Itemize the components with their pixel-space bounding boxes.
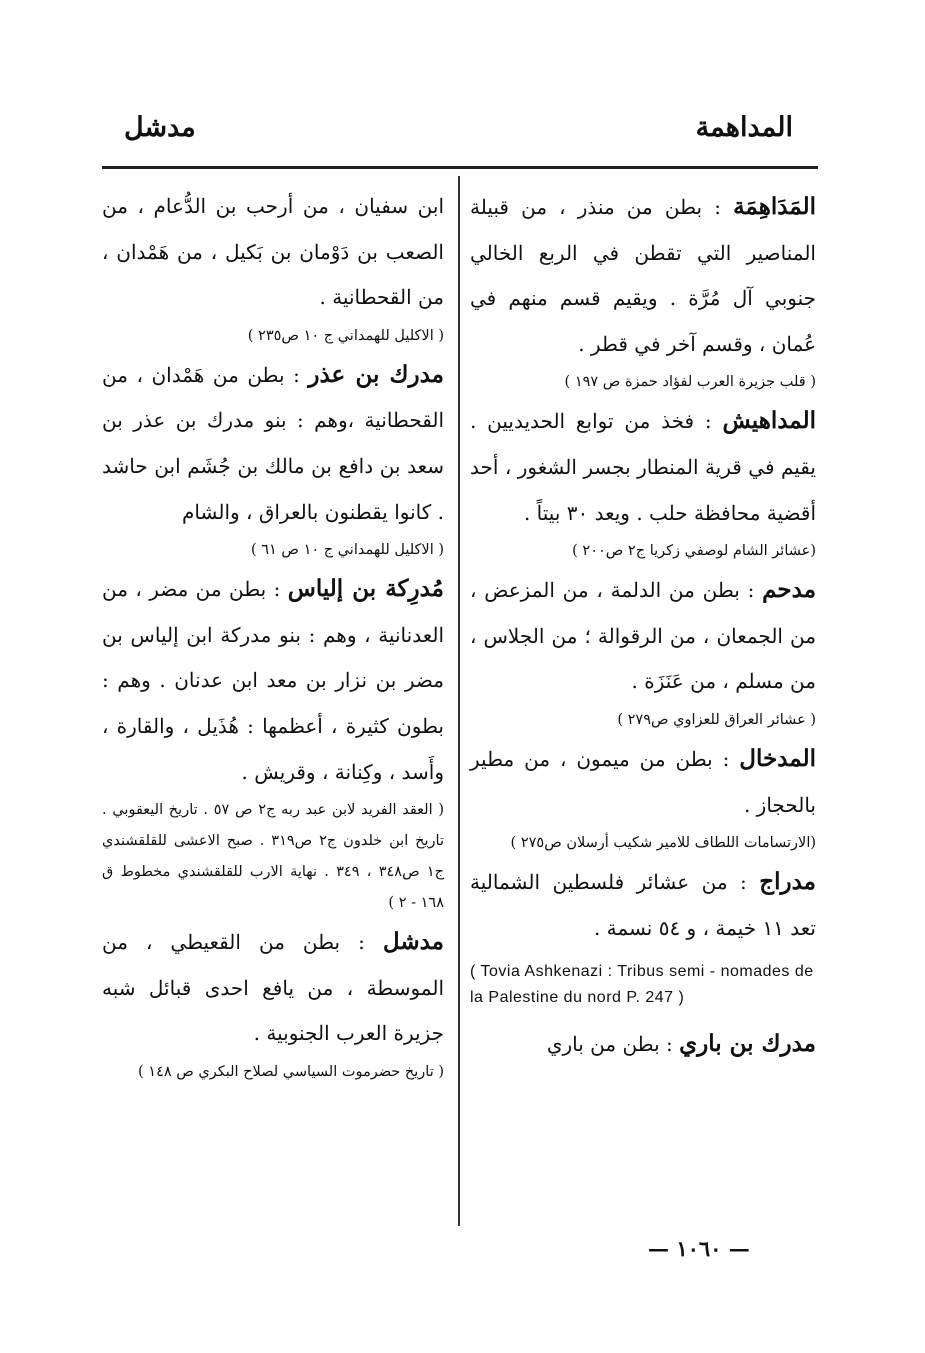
entry: [470, 859, 816, 951]
entry-term: مدراج: [759, 868, 816, 896]
entry-text: ابن سفيان ، من أرحب بن الدُّعام ، من الصعب بن دَوْمان بن بَكيل ، من هَمْدان ، من القحطانية .: [102, 194, 444, 310]
header-rule: [102, 166, 818, 169]
entry-text: : بطن من القعيطي ، من الموسطة ، من يافع احدى قبائل شبه جزيرة العرب الجنوبية .: [102, 930, 444, 1046]
entry-term: مدشل: [382, 928, 444, 956]
column-divider: [458, 176, 460, 1226]
entry-source: ( الاكليل للهمداني ج ١٠ ص ٦١ ): [250, 542, 444, 559]
entry-text: : من عشائر فلسطين الشمالية تعد ١١ خيمة ، و ٥٤ نسمة .: [470, 870, 816, 940]
entry-text: : فخذ من توابع الحديديين . يقيم في قرية المنطار بجسر الشغور ، أحد أقضية محافظة حلب . ويعد ٣٠ بيتاً .: [470, 409, 816, 525]
entry-term: المَدَاهِمَة: [733, 193, 816, 220]
entry: [470, 567, 816, 705]
entry-text: : بطن من ميمون ، من مطير بالحجاز .: [470, 746, 816, 817]
entry-source: ( العقد الفريد لابن عبد ربه ج٢ ص ٥٧ . تاريخ اليعقوبي . تاريخ ابن خلدون ج٢ ص٣١٩ . صبح الاعشى للقلقشندي ج١ ص٣٤٨ ، ٣٤٩ . نهاية الارب للقلقشندي مخطوط ق ١٦٨ - ٢ ): [102, 802, 445, 912]
entry-text: : بطن من مضر ، من العدنانية ، وهم : بنو مدركة ابن إلياس بن مضر بن نزار بن معد ابن عدنان . وهم : بطون كثيرة ، أعظمها : هُذَيل ، والقارة ، وأَسد ، وكِنانة ، وقريش .: [102, 577, 444, 784]
entry-source: ( الاكليل للهمداني ج ١٠ ص٢٣٥ ): [247, 327, 444, 344]
page-number: — ١٠٦٠ —: [648, 1236, 750, 1261]
entry-source: ( تاريخ حضرموت السياسي لصلاح البكري ص ١٤٨ ): [138, 1063, 444, 1080]
left-column: [102, 184, 444, 1088]
entry-source: ( عشائر العراق للعزاوي ص٢٧٩ ): [617, 711, 816, 728]
entry-term: مدحم: [762, 576, 817, 604]
right-column: [470, 184, 816, 1068]
entry-term: مدرك بن باري: [679, 1030, 816, 1058]
entry-source: (الارتسامات اللطاف للامير شكيب أرسلان ص٢٧٥ ): [510, 835, 816, 852]
running-head-left: مدشل: [124, 112, 196, 143]
entry-term: مدرك بن عذر: [308, 360, 445, 388]
entry: [102, 919, 444, 1057]
entry: [102, 566, 444, 795]
entry: [470, 736, 816, 828]
entry-text: : بطن من منذر ، من قبيلة المناصير التي تقطن في الربع الخالي جنوبي آل مُرَّة . ويقيم قسم منهم في عُمان ، وقسم آخر في قطر .: [470, 195, 816, 356]
entry-continuation: [102, 184, 444, 321]
entry-term: المدخال: [739, 744, 817, 772]
entry-term: مُدرِكة بن إلياس: [287, 575, 444, 603]
entry-text: : بطن من الدلمة ، من المزعض ، من الجمعان ، من الرقوالة ؛ من الجلاس ، من مسلم ، من عَنَزَة .: [470, 578, 816, 694]
entry-term: المداهيش: [722, 407, 817, 435]
entry: [470, 1021, 816, 1068]
entry: [102, 352, 444, 535]
entry-text: : بطن من باري: [546, 1032, 673, 1057]
entry: [470, 398, 816, 536]
entry-source-latin: ( Tovia Ashkenazi : Tribus semi - nomades de la Palestine du nord P. 247 ): [470, 963, 814, 1007]
entry-source: (عشائر الشام لوصفي زكريا ج٢ ص٢٠٠ ): [572, 543, 816, 560]
entry: [470, 184, 816, 367]
entry-text: : بطن من هَمْدان ، من القحطانية ،وهم : بنو مدرك بن عذر بن سعد بن دافع بن مالك بن جُشَم ابن حاشد . كانوا يقطنون بالعراق ، والشام: [102, 362, 444, 524]
entry-source: ( قلب جزيرة العرب لفؤاد حمزة ص ١٩٧ ): [564, 374, 816, 391]
running-head-right: المداهمة: [695, 112, 793, 143]
